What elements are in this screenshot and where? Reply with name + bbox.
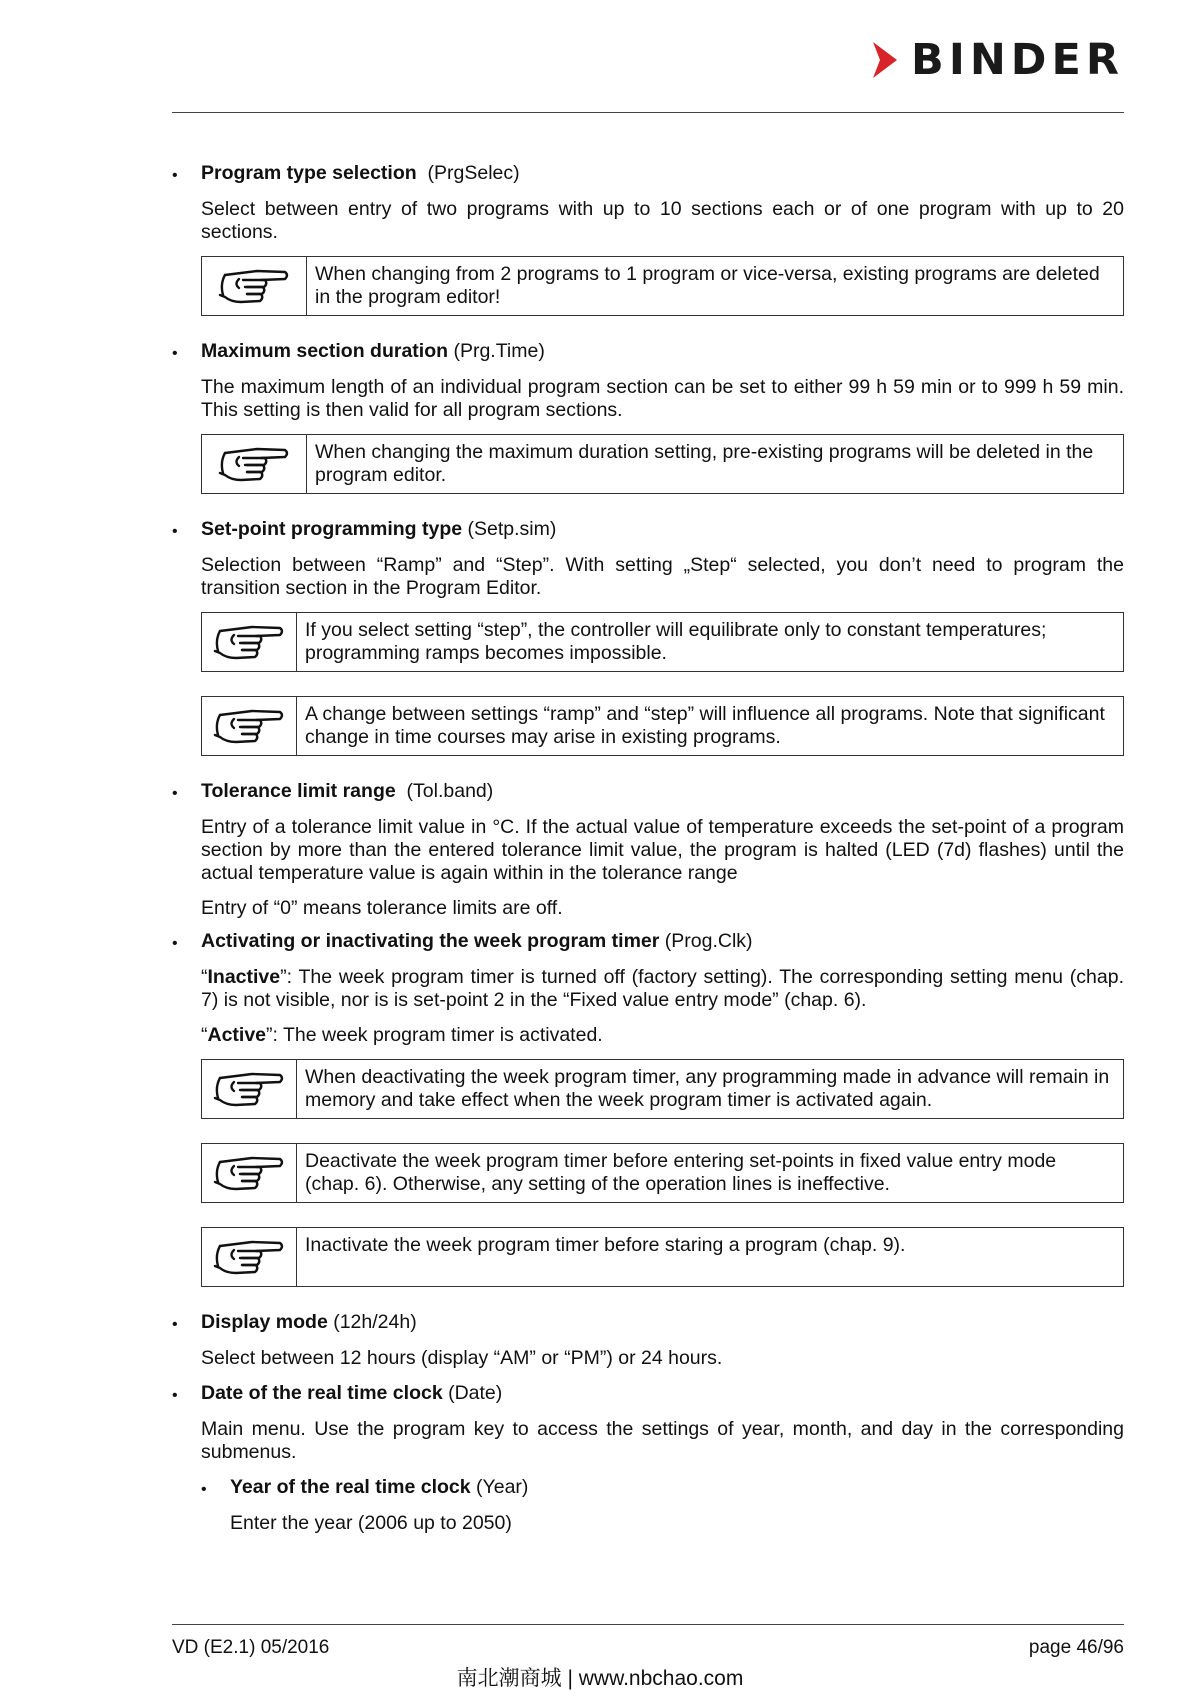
note-box [201, 612, 1124, 672]
note-text: If you select setting “step”, the controller will equilibrate only to constant temperatures; programming ramps becomes impossible. [305, 619, 1047, 664]
section-heading [201, 930, 1124, 953]
note-text: When changing from 2 programs to 1 program or vice-versa, existing programs are deleted in the program editor! [315, 263, 1100, 308]
section-title: Program type selection [201, 162, 417, 184]
section-heading [201, 162, 1124, 185]
section-heading [201, 1311, 1124, 1334]
section-code: (Prog.Clk) [664, 930, 753, 952]
binder-logo-mark-icon [871, 40, 901, 80]
paragraph: Entry of a tolerance limit value in °C. If the actual value of temperature exceeds the set-point of a program section by more than the entered tolerance limit value, the program is halted (LED (7d) flashes) until the actual temperature value is again within in the tolerance range [201, 816, 1124, 884]
watermark: 南北潮商城 | www.nbchao.com [456, 1667, 744, 1690]
section-program-type [172, 162, 1124, 316]
paragraph-inactive: “Inactive”: The week program timer is turned off (factory setting). The corresponding setting menu (chap. 7) is not visible, nor is is set-point 2 in the “Fixed value entry mode” (chap. 6). [201, 966, 1124, 1011]
section-code: (Tol.band) [406, 780, 494, 802]
section-heading [201, 518, 1124, 541]
paragraph: The maximum length of an individual program section can be set to either 99 h 59 min or to 999 h 59 min. This setting is then valid for all program sections. [201, 376, 1124, 421]
bullet: • [172, 167, 178, 184]
footer-page-number: page 46/96 [1028, 1637, 1124, 1658]
bullet: • [172, 785, 178, 802]
bullet: • [172, 523, 178, 540]
paragraph: Enter the year (2006 up to 2050) [230, 1512, 512, 1534]
paragraph: Main menu. Use the program key to access the settings of year, month, and day in the corresponding submenus. [201, 1418, 1124, 1463]
section-code: (Setp.sim) [467, 518, 557, 540]
section-title: Set-point programming type [201, 518, 463, 540]
note-text: When deactivating the week program timer, any programming made in advance will remain in memory and take effect when the week program timer is activated again. [305, 1066, 1110, 1111]
note-text: Inactivate the week program timer before staring a program (chap. 9). [305, 1234, 906, 1256]
section-code: (PrgSelec) [427, 162, 520, 184]
inactive-label: Inactive [207, 966, 281, 988]
note-box [201, 434, 1124, 494]
footer-rule [172, 1624, 1124, 1625]
note-box [201, 256, 1124, 316]
subsection-code: (Year) [476, 1476, 529, 1498]
section-display-mode [172, 1311, 1124, 1370]
pointing-hand-icon [202, 435, 307, 493]
paragraph: Entry of “0” means tolerance limits are off. [201, 897, 563, 919]
section-setpoint-type [172, 518, 1124, 756]
subsection-heading [230, 1476, 1124, 1499]
section-code: (Date) [448, 1382, 503, 1404]
active-label: Active [207, 1024, 267, 1046]
note-box [201, 1143, 1124, 1203]
page-body [172, 162, 1124, 1547]
section-title: Activating or inactivating the week program timer [201, 930, 660, 952]
section-max-duration [172, 340, 1124, 494]
paragraph-active: “Active”: The week program timer is activated. [201, 1024, 603, 1046]
pointing-hand-icon [202, 257, 307, 315]
paragraph: Select between 12 hours (display “AM” or “PM”) or 24 hours. [201, 1347, 723, 1369]
pointing-hand-icon [202, 1228, 297, 1286]
subsection-year [201, 1476, 1124, 1535]
section-date [172, 1382, 1124, 1535]
section-week-timer [172, 930, 1124, 1287]
active-text: ”: The week program timer is activated. [266, 1024, 603, 1046]
pointing-hand-icon [202, 613, 297, 671]
bullet: • [172, 935, 178, 952]
section-tolerance [172, 780, 1124, 920]
footer-version: VD (E2.1) 05/2016 [172, 1637, 330, 1658]
pointing-hand-icon [202, 697, 297, 755]
note-text: When changing the maximum duration setting, pre-existing programs will be deleted in the program editor. [315, 441, 1094, 486]
section-title: Maximum section duration [201, 340, 449, 362]
bullet: • [172, 1316, 178, 1333]
logo-wordmark: BINDER [911, 35, 1124, 85]
paragraph: Selection between “Ramp” and “Step”. With setting „Step“ selected, you don’t need to program the transition section in the Program Editor. [201, 554, 1124, 599]
bullet: • [172, 1387, 178, 1404]
paragraph: Select between entry of two programs with up to 10 sections each or of one program with up to 20 sections. [201, 198, 1124, 243]
pointing-hand-icon [202, 1144, 297, 1202]
section-heading [201, 1382, 1124, 1405]
section-heading [201, 340, 1124, 363]
note-text: Deactivate the week program timer before entering set-points in fixed value entry mode (chap. 6). Otherwise, any setting of the operation lines is ineffective. [305, 1150, 1057, 1195]
note-text: A change between settings “ramp” and “step” will influence all programs. Note that significant change in time courses may arise in existing programs. [305, 703, 1105, 748]
pointing-hand-icon [202, 1060, 297, 1118]
section-title: Display mode [201, 1311, 328, 1333]
note-box [201, 1059, 1124, 1119]
section-title: Tolerance limit range [201, 780, 396, 802]
inactive-text: ”: The week program timer is turned off (factory setting). The corresponding setting menu (chap. 7) is not visible, nor is is set-point 2 in the “Fixed value entry mode” (chap. 6). [201, 966, 1124, 1011]
note-box [201, 1227, 1124, 1287]
subsection-title: Year of the real time clock [230, 1476, 471, 1498]
section-heading [201, 780, 1124, 803]
section-code: (Prg.Time) [453, 340, 545, 362]
header-rule [172, 112, 1124, 113]
binder-logo [871, 35, 1124, 85]
section-code: (12h/24h) [333, 1311, 417, 1333]
note-box [201, 696, 1124, 756]
section-title: Date of the real time clock [201, 1382, 443, 1404]
bullet: • [172, 345, 178, 362]
bullet: • [201, 1481, 207, 1498]
